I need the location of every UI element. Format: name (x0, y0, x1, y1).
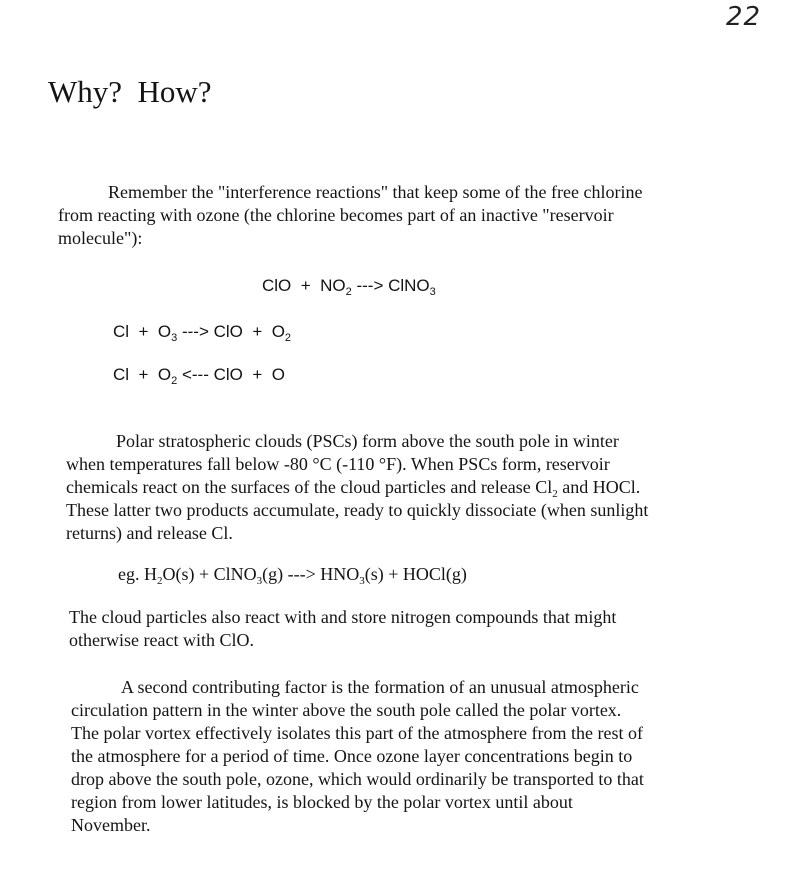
reaction-cl-o3-part: ---> ClO + O (177, 322, 285, 341)
vortex-line-3: The polar vortex effectively isolates this part of the atmosphere from the rest of (71, 723, 643, 743)
reaction-cl-o3 (113, 322, 291, 342)
psc-line-5: returns) and release Cl. (66, 523, 233, 543)
nitrogen-line-1: The cloud particles also react with and store nitrogen compounds that might (69, 607, 617, 627)
reaction-subscript: 2 (157, 575, 163, 587)
vortex-line-1: A second contributing factor is the formation of an unusual atmospheric (121, 677, 639, 697)
reaction-subscript: 3 (256, 575, 263, 587)
nitrogen-line-2: otherwise react with ClO. (69, 630, 254, 650)
psc-line-3-part: chemicals react on the surfaces of the cloud particles and release Cl (66, 477, 553, 497)
reaction-h2o-clno3-part: eg. H (118, 564, 157, 584)
page-number: 22 (726, 2, 762, 32)
psc-line-2: when temperatures fall below -80 °C (-110 °F). When PSCs form, reservoir (66, 454, 610, 474)
reaction-cl-o2-part: Cl + O (113, 365, 172, 384)
reaction-h2o-clno3-part: (g) ---> HNO (262, 564, 360, 584)
vortex-line-4: the atmosphere for a period of time. Once ozone layer concentrations begin to (71, 746, 633, 766)
vortex-line-5: drop above the south pole, ozone, which would ordinarily be transported to that (71, 769, 644, 789)
reaction-cl-o2 (113, 365, 285, 385)
intro-line-1: Remember the "interference reactions" that keep some of the free chlorine (108, 182, 643, 202)
psc-line-3-part: and HOCl. (557, 477, 641, 497)
nitrogen-paragraph (69, 606, 616, 652)
reaction-cl-o3-part: Cl + O (113, 322, 172, 341)
psc-line-4: These latter two products accumulate, ready to quickly dissociate (when sunlight (66, 500, 649, 520)
vortex-line-6: region from lower latitudes, is blocked by the polar vortex until about (71, 792, 573, 812)
psc-line-1: Polar stratospheric clouds (PSCs) form above the south pole in winter (116, 431, 619, 451)
reaction-h2o-clno3 (118, 564, 467, 585)
reaction-subscript: 2 (171, 375, 178, 387)
vortex-line-2: circulation pattern in the winter above the south pole called the polar vortex. (71, 700, 622, 720)
intro-paragraph (58, 181, 642, 250)
reaction-clo-no2-part: ClO + NO (262, 276, 346, 295)
page-heading: Why? How? (48, 74, 212, 109)
intro-line-3: molecule"): (58, 228, 143, 248)
reaction-subscript: 2 (284, 332, 292, 344)
chlorine-subscript: 2 (552, 488, 558, 500)
vortex-line-7: November. (71, 815, 151, 835)
reaction-clo-no2-part: ---> ClNO (351, 276, 430, 295)
psc-line-3 (66, 476, 648, 499)
reaction-h2o-clno3-part: O(s) + ClNO (162, 564, 257, 584)
reaction-h2o-clno3-part: (s) + HOCl(g) (364, 564, 467, 584)
reaction-cl-o2-part: <--- ClO + O (177, 365, 285, 384)
psc-paragraph (66, 430, 648, 545)
reaction-subscript: 3 (171, 332, 178, 344)
reaction-clo-no2 (262, 276, 436, 296)
vortex-paragraph (71, 676, 644, 837)
reaction-subscript: 3 (429, 286, 436, 298)
reaction-subscript: 2 (345, 286, 352, 298)
intro-line-2: from reacting with ozone (the chlorine becomes part of an inactive "reservoir (58, 205, 614, 225)
reaction-subscript: 3 (359, 575, 365, 587)
